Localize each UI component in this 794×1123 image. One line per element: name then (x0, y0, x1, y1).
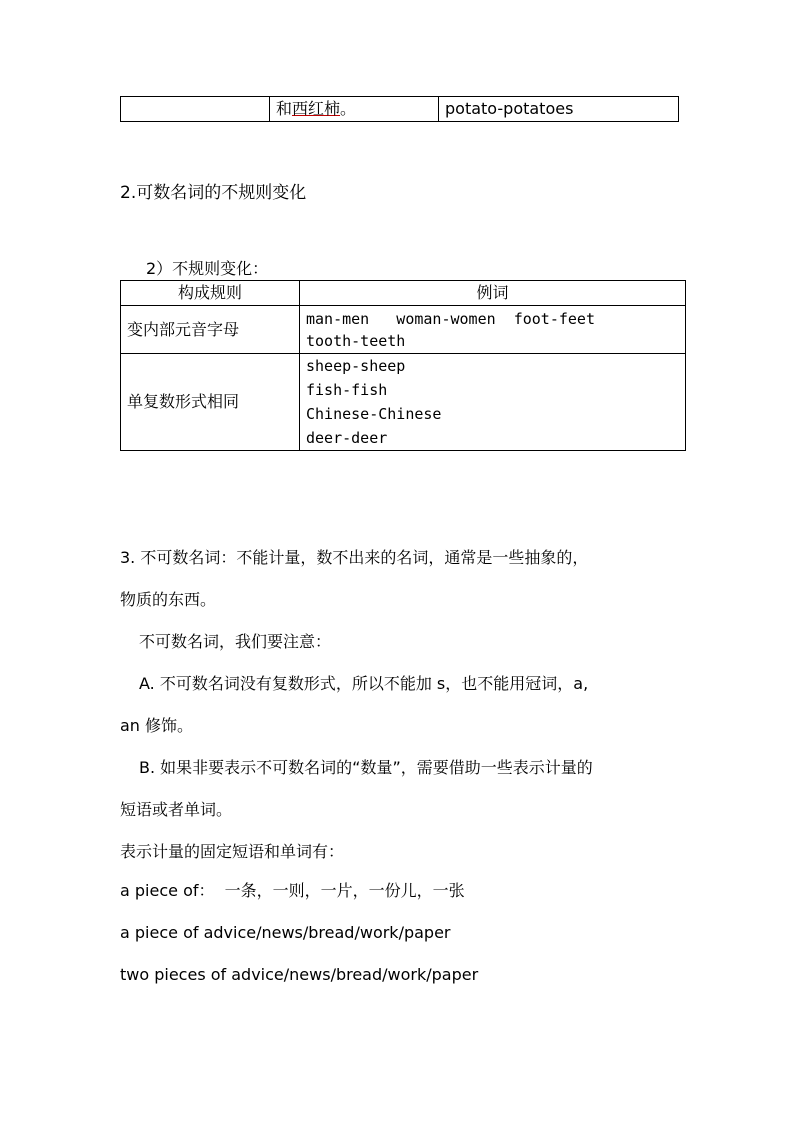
note-a-line: an 修饰。 (120, 716, 194, 735)
example-line: Chinese-Chinese (306, 405, 442, 423)
example-line: man-men woman-women foot-feet (306, 309, 595, 328)
examples-cell (300, 354, 686, 451)
phrases-intro: 表示计量的固定短语和单词有： (120, 842, 345, 861)
phrase-line: a piece of advice/news/bread/work/paper (120, 923, 451, 942)
note-a-line: A. 不可数名词没有复数形式，所以不能加 s，也不能用冠词，a, (139, 674, 589, 693)
note-b-line: 短语或者单词。 (120, 800, 233, 819)
table-header-cell: 构成规则 (121, 281, 300, 306)
rule-cell: 变内部元音字母 (121, 306, 300, 354)
note-intro: 不可数名词，我们要注意： (139, 632, 332, 651)
example-line: fish-fish (306, 381, 388, 399)
cell-text: 和 (276, 99, 293, 118)
table-header-row (121, 281, 686, 306)
paragraph-line: 物质的东西。 (120, 590, 217, 609)
table-row (121, 354, 686, 451)
cell-text-underlined: 西红柿 (292, 99, 341, 118)
example-line: deer-deer (306, 429, 388, 447)
phrase-line: a piece of： 一条，一则，一片，一份儿，一张 (120, 881, 465, 900)
table-cell: potato-potatoes (439, 97, 679, 122)
phrase-line: two pieces of advice/news/bread/work/paper (120, 965, 479, 984)
table-header-cell: 例词 (300, 281, 686, 306)
cell-text: 。 (340, 99, 357, 118)
example-line: sheep-sheep (306, 357, 406, 375)
examples-cell (300, 306, 686, 354)
table-cell (121, 97, 270, 122)
table-cell (270, 97, 439, 122)
table-row (121, 97, 679, 122)
paragraph-line: 3. 不可数名词：不能计量，数不出来的名词，通常是一些抽象的， (120, 548, 589, 567)
irregular-table (120, 280, 686, 451)
section-heading: 2.可数名词的不规则变化 (120, 183, 307, 203)
rule-cell: 单复数形式相同 (121, 354, 300, 451)
table-row (121, 306, 686, 354)
note-b-line: B. 如果非要表示不可数名词的“数量”，需要借助一些表示计量的 (139, 758, 593, 777)
example-line: tooth-teeth (306, 331, 406, 350)
top-table (120, 96, 679, 122)
subheading: 2）不规则变化： (146, 259, 269, 278)
